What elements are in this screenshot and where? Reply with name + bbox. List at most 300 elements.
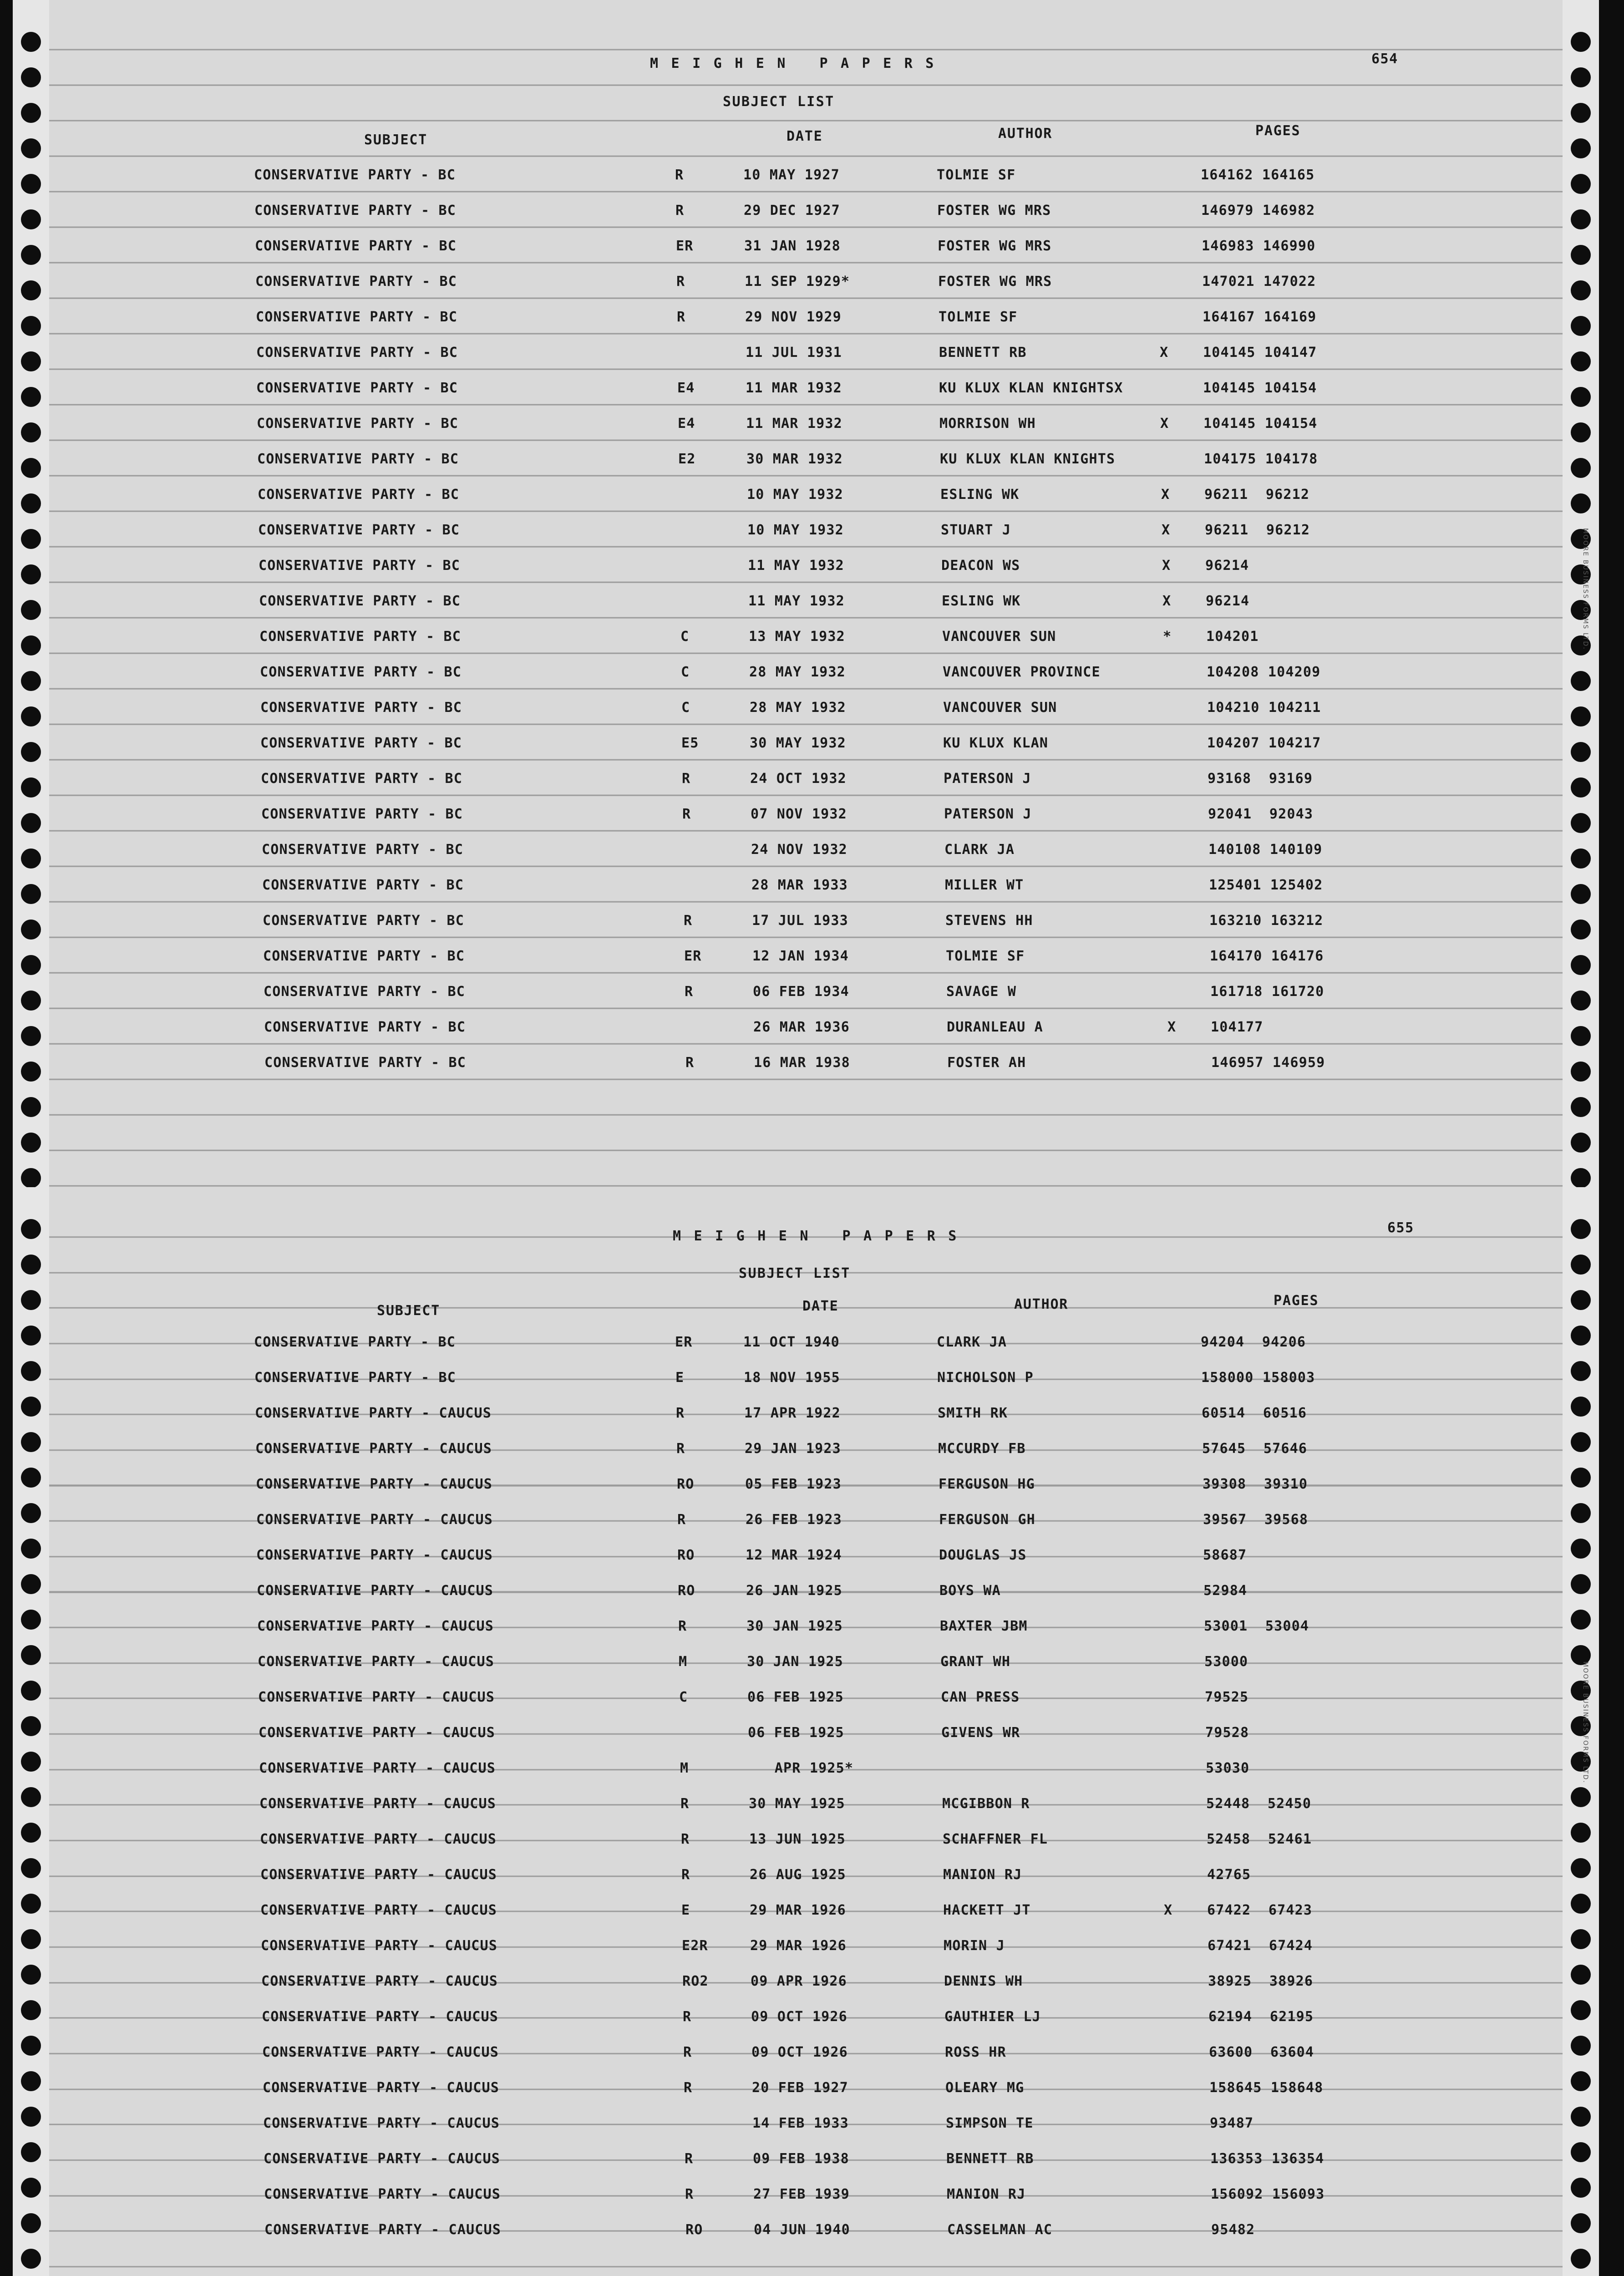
table-row [13, 933, 1599, 969]
cell-author: VANCOUVER SUN [943, 700, 1057, 716]
feed-hole [21, 2107, 41, 2127]
table-row [13, 365, 1599, 401]
cell-code: R [677, 1512, 686, 1528]
cell-date: 29 MAR 1926 [750, 1902, 846, 1918]
feed-hole [21, 920, 41, 940]
cell-author: CLARK JA [944, 842, 1015, 858]
cell-date: 18 NOV 1955 [744, 1370, 840, 1386]
feed-hole [21, 848, 41, 869]
feed-hole [21, 1255, 41, 1275]
cell-subject: CONSERVATIVE PARTY - BC [254, 167, 456, 183]
cell-subject: CONSERVATIVE PARTY - BC [255, 274, 457, 290]
column-header-pages: PAGES [1274, 1293, 1319, 1309]
cell-pages: 92041 92043 [1208, 806, 1314, 822]
cell-code: E4 [678, 416, 695, 432]
feed-hole [21, 2000, 41, 2020]
cell-subject: CONSERVATIVE PARTY - BC [262, 842, 464, 858]
feed-hole [21, 991, 41, 1011]
feed-hole [21, 2071, 41, 2091]
cell-date: 20 FEB 1927 [752, 2080, 848, 2096]
feed-hole [21, 458, 41, 478]
cell-pages: 96214 [1206, 593, 1250, 609]
cell-author: FERGUSON GH [939, 1512, 1035, 1528]
cell-author: FOSTER WG MRS [938, 274, 1052, 290]
table-row [13, 1319, 1599, 1355]
cell-mark: * [1163, 629, 1172, 645]
cell-date: 30 MAY 1932 [750, 735, 846, 751]
cell-date: 29 NOV 1929 [745, 309, 842, 325]
cell-author: KU KLUX KLAN KNIGHTSX [939, 380, 1123, 396]
cell-subject: CONSERVATIVE PARTY - CAUCUS [260, 1867, 497, 1883]
cell-date: 10 MAY 1932 [747, 522, 844, 538]
feed-hole [21, 1468, 41, 1488]
cell-pages: 52448 52450 [1206, 1796, 1312, 1812]
cell-pages: 146979 146982 [1201, 203, 1315, 218]
feed-hole [1571, 493, 1591, 513]
feed-hole [1571, 1432, 1591, 1452]
feed-hole [1571, 2213, 1591, 2233]
table-row [13, 1674, 1599, 1710]
cell-pages: 146957 146959 [1211, 1055, 1325, 1071]
cell-pages: 104208 104209 [1207, 664, 1321, 680]
cell-date: 11 MAY 1932 [748, 593, 845, 609]
feed-hole [1571, 458, 1591, 478]
table-row [13, 862, 1599, 898]
cell-code: ER [675, 1334, 693, 1350]
table-row [13, 1745, 1599, 1781]
form-maker-stamp: MOORE BUSINESS FORMS LTD. [1582, 528, 1589, 650]
feed-hole [1571, 2107, 1591, 2127]
cell-author: ESLING WK [940, 487, 1020, 503]
table-row [13, 507, 1599, 543]
cell-pages: 164170 164176 [1210, 948, 1324, 964]
cell-date: 11 JUL 1931 [746, 345, 842, 361]
cell-subject: CONSERVATIVE PARTY - CAUCUS [256, 1512, 493, 1528]
cell-date: 29 MAR 1926 [750, 1938, 847, 1954]
cell-pages: 146983 146990 [1202, 238, 1316, 254]
cell-pages: 53000 [1204, 1654, 1248, 1670]
feed-hole [21, 245, 41, 265]
feed-hole [1571, 209, 1591, 229]
cell-pages: 104145 104154 [1203, 380, 1317, 396]
cell-pages: 38925 38926 [1208, 1973, 1314, 1989]
table-row [13, 1923, 1599, 1958]
printout-sheet-654 [13, 0, 1599, 1187]
cell-subject: CONSERVATIVE PARTY - BC [258, 487, 460, 503]
cell-code: R [676, 1441, 685, 1457]
cell-pages: 158000 158003 [1201, 1370, 1315, 1386]
feed-hole [21, 1716, 41, 1736]
cell-code: R [685, 2186, 694, 2202]
table-row [13, 472, 1599, 507]
cell-date: 13 MAY 1932 [749, 629, 845, 645]
feed-hole [21, 1097, 41, 1117]
feed-hole [21, 742, 41, 762]
cell-date: 12 JAN 1934 [752, 948, 849, 964]
table-row [13, 1390, 1599, 1426]
cell-subject: CONSERVATIVE PARTY - BC [264, 1055, 467, 1071]
cell-pages: 104145 104147 [1203, 345, 1317, 361]
table-row [13, 827, 1599, 862]
cell-subject: CONSERVATIVE PARTY - BC [260, 664, 462, 680]
feed-hole [1571, 316, 1591, 336]
cell-subject: CONSERVATIVE PARTY - BC [264, 984, 466, 1000]
feed-hole [1571, 1574, 1591, 1594]
feed-hole [21, 2249, 41, 2269]
cell-author: BENNETT RB [939, 345, 1027, 361]
cell-author: VANCOUVER PROVINCE [943, 664, 1101, 680]
cell-date: 24 OCT 1932 [750, 771, 847, 787]
cell-date: APR 1925* [748, 1760, 854, 1776]
cell-date: 11 MAR 1932 [746, 416, 842, 432]
cell-author: TOLMIE SF [946, 948, 1025, 964]
table-row [13, 401, 1599, 436]
cell-author: FOSTER WG MRS [938, 238, 1052, 254]
cell-author: KU KLUX KLAN KNIGHTS [940, 451, 1116, 467]
cell-author: ROSS HR [945, 2044, 1006, 2060]
cell-subject: CONSERVATIVE PARTY - CAUCUS [257, 1618, 494, 1634]
feed-hole [21, 564, 41, 584]
cell-subject: CONSERVATIVE PARTY - BC [263, 913, 465, 929]
cell-pages: 94204 94206 [1201, 1334, 1306, 1350]
cell-date: 04 JUN 1940 [754, 2222, 850, 2238]
cell-code: R [681, 1867, 690, 1883]
feed-hole [1571, 2178, 1591, 2198]
feed-hole [1571, 1929, 1591, 1949]
cell-subject: CONSERVATIVE PARTY - BC [257, 451, 459, 467]
subject-list-heading: SUBJECT LIST [723, 94, 835, 110]
table-row [13, 2029, 1599, 2065]
table-row [13, 188, 1599, 223]
cell-pages: 125401 125402 [1209, 877, 1323, 893]
cell-author: HACKETT JT [943, 1902, 1031, 1918]
feed-hole [21, 1503, 41, 1523]
cell-pages: 95482 [1211, 2222, 1255, 2238]
feed-hole [21, 1787, 41, 1807]
cell-subject: CONSERVATIVE PARTY - CAUCUS [259, 1725, 496, 1741]
cell-code: C [679, 1689, 688, 1705]
cell-date: 24 NOV 1932 [751, 842, 848, 858]
cell-author: SIMPSON TE [946, 2115, 1034, 2131]
cell-date: 12 MAR 1924 [746, 1547, 842, 1563]
cell-date: 06 FEB 1925 [747, 1689, 844, 1705]
page-number: 655 [1387, 1220, 1414, 1236]
cell-pages: 39308 39310 [1203, 1476, 1308, 1492]
cell-author: PATERSON J [944, 806, 1032, 822]
cell-code: R [683, 2009, 692, 2025]
cell-pages: 93168 93169 [1208, 771, 1313, 787]
cell-code: R [677, 309, 686, 325]
printout-sheet-655 [13, 1187, 1599, 2276]
feed-hole [1571, 991, 1591, 1011]
table-row [13, 330, 1599, 365]
cell-author: SCHAFFNER FL [943, 1831, 1048, 1847]
cell-code: R [685, 2151, 694, 2167]
cell-author: MCCURDY FB [938, 1441, 1026, 1457]
table-row [13, 1040, 1599, 1075]
table-row [13, 756, 1599, 791]
table-row [13, 578, 1599, 614]
cell-subject: CONSERVATIVE PARTY - BC [260, 700, 462, 716]
cell-pages: 52458 52461 [1207, 1831, 1312, 1847]
cell-pages: 79528 [1205, 1725, 1249, 1741]
cell-code: C [681, 700, 690, 716]
feed-hole [21, 1539, 41, 1559]
feed-hole [21, 387, 41, 407]
cell-pages: 104201 [1206, 629, 1259, 645]
cell-subject: CONSERVATIVE PARTY - BC [259, 558, 461, 574]
feed-hole [21, 1645, 41, 1665]
feed-hole [1571, 1168, 1591, 1187]
cell-author: CAN PRESS [941, 1689, 1020, 1705]
cell-pages: 158645 158648 [1209, 2080, 1324, 2096]
feed-hole [1571, 1097, 1591, 1117]
feed-hole [1571, 2071, 1591, 2091]
feed-hole [21, 529, 41, 549]
cell-subject: CONSERVATIVE PARTY - BC [254, 203, 457, 218]
cell-date: 11 MAY 1932 [748, 558, 844, 574]
cell-subject: CONSERVATIVE PARTY - CAUCUS [263, 2115, 500, 2131]
cell-date: 26 JAN 1925 [746, 1583, 842, 1599]
cell-subject: CONSERVATIVE PARTY - CAUCUS [262, 2044, 499, 2060]
feed-hole [21, 1965, 41, 1985]
cell-code: R [684, 2080, 693, 2096]
cell-pages: 96211 96212 [1204, 487, 1310, 503]
feed-hole [1571, 245, 1591, 265]
cell-mark: X [1167, 1019, 1177, 1035]
cell-date: 30 MAR 1932 [746, 451, 843, 467]
table-row [13, 1816, 1599, 1852]
cell-subject: CONSERVATIVE PARTY - CAUCUS [258, 1689, 495, 1705]
feed-hole [1571, 2142, 1591, 2162]
feed-hole [21, 1026, 41, 1046]
feed-hole [21, 316, 41, 336]
cell-subject: CONSERVATIVE PARTY - CAUCUS [264, 2222, 502, 2238]
cell-code: R [685, 1055, 695, 1071]
feed-hole [21, 1326, 41, 1346]
cell-author: MORIN J [944, 1938, 1005, 1954]
cell-date: 28 MAY 1932 [750, 700, 846, 716]
feed-hole [21, 2213, 41, 2233]
table-row [13, 1958, 1599, 1994]
feed-hole [1571, 813, 1591, 833]
cell-subject: CONSERVATIVE PARTY - BC [256, 345, 458, 361]
column-header-date: DATE [802, 1298, 839, 1314]
cell-author: PATERSON J [944, 771, 1031, 787]
cell-code: M [679, 1654, 688, 1670]
page-number: 654 [1371, 51, 1398, 67]
table-row [13, 1781, 1599, 1816]
feed-hole [21, 1929, 41, 1949]
feed-hole [21, 671, 41, 691]
table-row [13, 649, 1599, 685]
table-row [13, 436, 1599, 472]
cell-author: MCGIBBON R [942, 1796, 1030, 1812]
cell-pages: 96211 96212 [1205, 522, 1310, 538]
feed-hole [1571, 351, 1591, 371]
cell-date: 17 APR 1922 [744, 1405, 841, 1421]
cell-code: R [682, 771, 691, 787]
cell-pages: 104207 104217 [1207, 735, 1321, 751]
cell-code: R [681, 1831, 690, 1847]
cell-subject: CONSERVATIVE PARTY - CAUCUS [259, 1796, 497, 1812]
table-row [13, 1603, 1599, 1639]
feed-hole [21, 1752, 41, 1772]
cell-author: DEACON WS [941, 558, 1020, 574]
table-row [13, 1994, 1599, 2029]
feed-hole [21, 706, 41, 726]
table-row [13, 1532, 1599, 1568]
cell-author: DOUGLAS JS [939, 1547, 1027, 1563]
cell-author: CASSELMAN AC [947, 2222, 1053, 2238]
cell-subject: CONSERVATIVE PARTY - BC [258, 522, 460, 538]
cell-code: E [675, 1370, 685, 1386]
table-row [13, 1426, 1599, 1461]
cell-date: 11 SEP 1929* [745, 274, 850, 290]
cell-date: 14 FEB 1933 [752, 2115, 849, 2131]
feed-hole [21, 1681, 41, 1701]
feed-hole [21, 884, 41, 904]
feed-hole [1571, 1858, 1591, 1878]
cell-pages: 60514 60516 [1202, 1405, 1307, 1421]
cell-pages: 164162 164165 [1201, 167, 1315, 183]
cell-subject: CONSERVATIVE PARTY - BC [263, 948, 465, 964]
cell-date: 09 OCT 1926 [751, 2044, 848, 2060]
feed-hole [1571, 1823, 1591, 1843]
feed-hole [21, 138, 41, 158]
feed-hole [1571, 955, 1591, 975]
feed-hole [1571, 1539, 1591, 1559]
cell-date: 09 OCT 1926 [751, 2009, 848, 2025]
table-row [13, 2100, 1599, 2136]
feed-hole [21, 600, 41, 620]
cell-date: 10 MAY 1932 [747, 487, 843, 503]
feed-hole [21, 2178, 41, 2198]
cell-subject: CONSERVATIVE PARTY - BC [261, 806, 463, 822]
feed-hole [21, 32, 41, 52]
cell-author: MANION RJ [943, 1867, 1022, 1883]
cell-author: TOLMIE SF [937, 167, 1016, 183]
cell-pages: 104175 104178 [1204, 451, 1318, 467]
cell-date: 16 MAR 1938 [754, 1055, 850, 1071]
column-header-subject: SUBJECT [377, 1303, 441, 1319]
cell-date: 27 FEB 1939 [753, 2186, 850, 2202]
cell-pages: 63600 63604 [1209, 2044, 1314, 2060]
cell-subject: CONSERVATIVE PARTY - CAUCUS [261, 1938, 498, 1954]
cell-author: ESLING WK [942, 593, 1021, 609]
cell-code: R [678, 1618, 687, 1634]
table-row [13, 1710, 1599, 1745]
column-header-author: AUTHOR [998, 126, 1053, 142]
cell-pages: 96214 [1205, 558, 1249, 574]
cell-code: E [681, 1902, 690, 1918]
cell-date: 28 MAR 1933 [751, 877, 848, 893]
cell-subject: CONSERVATIVE PARTY - BC [256, 380, 458, 396]
feed-hole [1571, 1062, 1591, 1082]
column-header-pages: PAGES [1255, 123, 1301, 139]
feed-hole [1571, 1503, 1591, 1523]
cell-subject: CONSERVATIVE PARTY - CAUCUS [260, 1902, 497, 1918]
cell-date: 29 JAN 1923 [745, 1441, 841, 1457]
cell-pages: 93487 [1210, 2115, 1254, 2131]
cell-date: 11 OCT 1940 [743, 1334, 840, 1350]
feed-hole [21, 1397, 41, 1417]
feed-hole [21, 103, 41, 123]
table-row [13, 969, 1599, 1004]
feed-hole [21, 209, 41, 229]
cell-code: RO [678, 1583, 695, 1599]
cell-subject: CONSERVATIVE PARTY - CAUCUS [264, 2151, 501, 2167]
cell-author: GAUTHIER LJ [944, 2009, 1041, 2025]
feed-hole [1571, 138, 1591, 158]
cell-code: R [683, 2044, 692, 2060]
table-row [13, 1639, 1599, 1674]
feed-hole [21, 1894, 41, 1914]
cell-author: DURANLEAU A [947, 1019, 1043, 1035]
feed-hole [1571, 1290, 1591, 1310]
feed-hole [21, 1610, 41, 1630]
cell-date: 11 MAR 1932 [746, 380, 842, 396]
table-row [13, 1004, 1599, 1040]
feed-hole [1571, 1397, 1591, 1417]
cell-mark: X [1162, 593, 1172, 609]
feed-hole [1571, 1610, 1591, 1630]
feed-hole [21, 1168, 41, 1187]
feed-hole [1571, 1026, 1591, 1046]
feed-hole [1571, 706, 1591, 726]
feed-hole [1571, 671, 1591, 691]
table-row [13, 720, 1599, 756]
cell-mark: X [1160, 416, 1169, 432]
table-row [13, 259, 1599, 294]
cell-date: 17 JUL 1933 [752, 913, 848, 929]
cell-pages: 104145 104154 [1203, 416, 1318, 432]
feed-hole [1571, 1787, 1591, 1807]
cell-pages: 79525 [1205, 1689, 1249, 1705]
cell-pages: 39567 39568 [1203, 1512, 1309, 1528]
cell-pages: 53001 53004 [1204, 1618, 1309, 1634]
feed-hole [21, 1062, 41, 1082]
feed-hole [1571, 174, 1591, 194]
feed-hole [1571, 1326, 1591, 1346]
table-row [13, 543, 1599, 578]
cell-code: E5 [681, 735, 699, 751]
cell-author: CLARK JA [937, 1334, 1007, 1350]
feed-hole [21, 1361, 41, 1381]
table-row [13, 2171, 1599, 2207]
cell-pages: 104210 104211 [1207, 700, 1321, 716]
feed-hole [1571, 1468, 1591, 1488]
cell-pages: 57645 57646 [1202, 1441, 1308, 1457]
cell-date: 30 JAN 1925 [747, 1654, 843, 1670]
feed-hole [21, 1432, 41, 1452]
feed-hole [1571, 742, 1591, 762]
feed-hole [21, 422, 41, 442]
cell-code: RO2 [682, 1973, 709, 1989]
cell-code: C [681, 664, 690, 680]
cell-code: R [676, 1405, 685, 1421]
cell-author: MILLER WT [945, 877, 1024, 893]
document-title: MEIGHEN PAPERS [673, 1228, 969, 1244]
cell-date: 09 FEB 1938 [753, 2151, 849, 2167]
cell-pages: 163210 163212 [1209, 913, 1324, 929]
cell-mark: X [1160, 345, 1169, 361]
cell-author: STUART J [941, 522, 1011, 538]
feed-hole [1571, 1219, 1591, 1239]
feed-hole [1571, 32, 1591, 52]
cell-subject: CONSERVATIVE PARTY - CAUCUS [256, 1476, 493, 1492]
cell-subject: CONSERVATIVE PARTY - CAUCUS [255, 1441, 492, 1457]
